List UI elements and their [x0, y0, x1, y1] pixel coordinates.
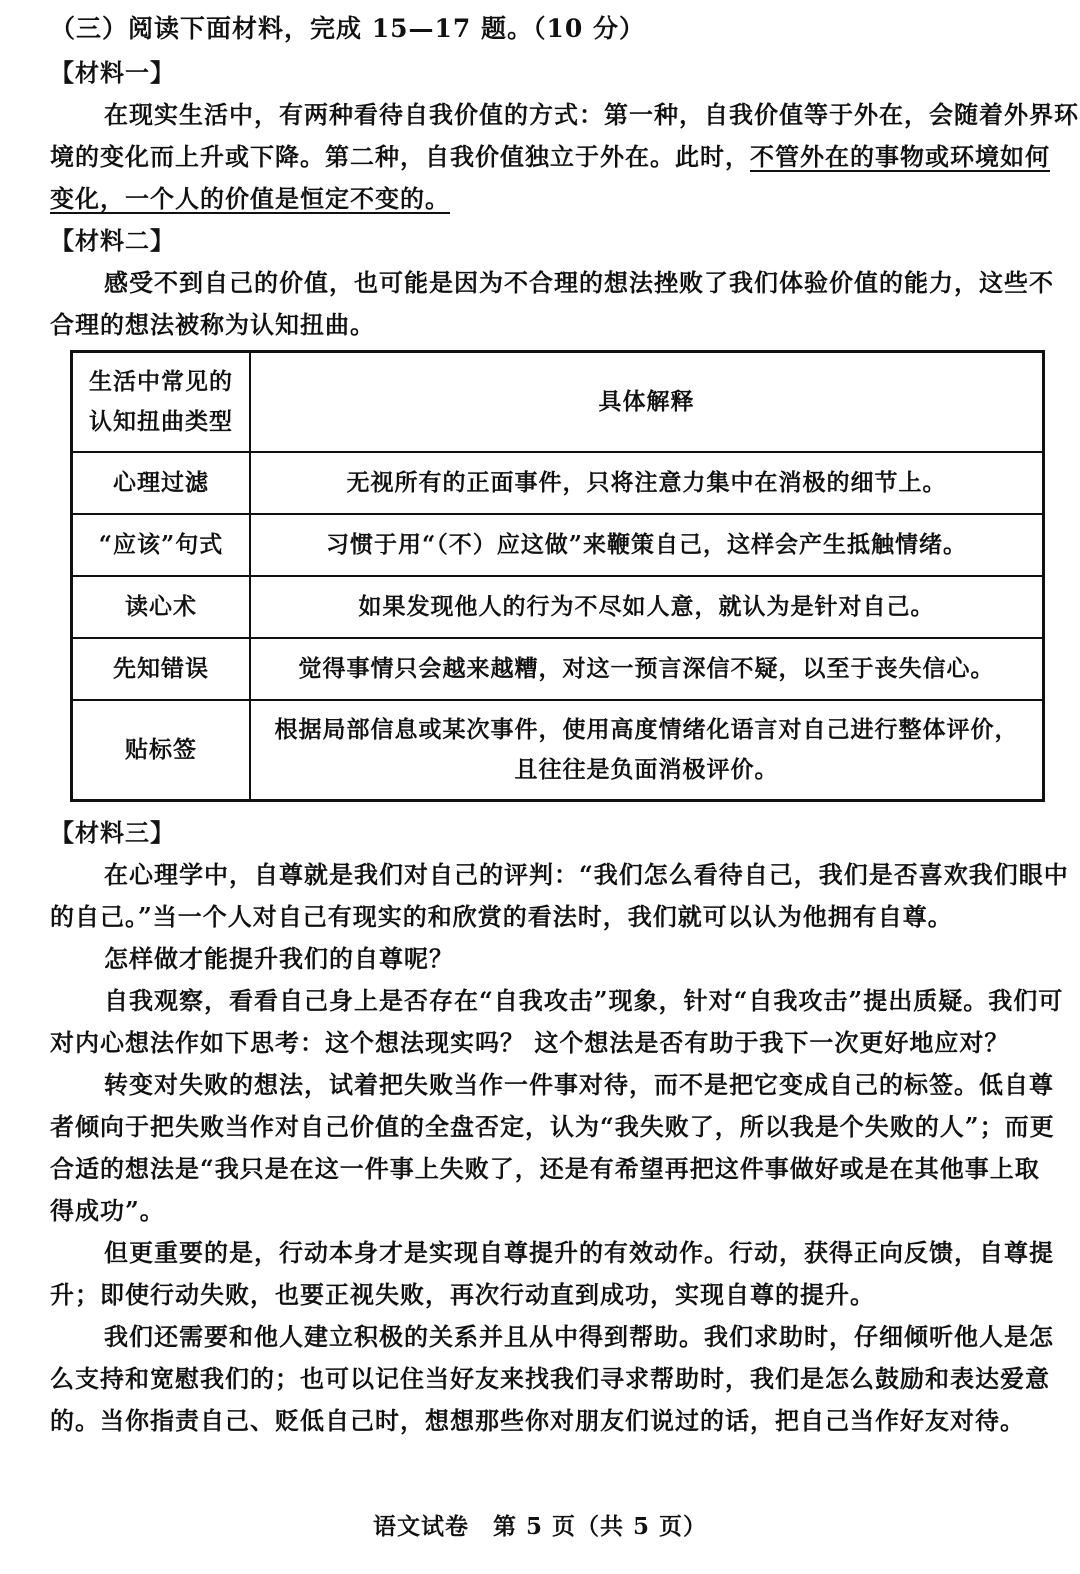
material3-line: 合适的想法是“我只是在这一件事上失败了，还是有希望再把这件事做好或是在其他事上取 [50, 1154, 1040, 1183]
material3-line: 升；即使行动失败，也要正视失败，再次行动直到成功，实现自尊的提升。 [50, 1280, 875, 1309]
material3-line: 我们还需要和他人建立积极的关系并且从中得到帮助。我们求助时，仔细倾听他人是怎 [104, 1322, 1054, 1351]
material3-line: 么支持和宽慰我们的；也可以记住当好友来找我们寻求帮助时，我们是怎么鼓励和表达爱意 [50, 1364, 1050, 1393]
header-type-line2: 认知扭曲类型 [89, 408, 233, 435]
page-footer: 语文试卷 第 5 页（共 5 页） [372, 1513, 708, 1540]
material1-underlined-text-cont: 变化，一个人的价值是恒定不变的。 [50, 184, 450, 213]
table-header-explain: 具体解释 [598, 388, 695, 415]
distortion-type: 贴标签 [73, 701, 251, 799]
material1-label: 【材料一】 [50, 58, 175, 87]
table-row [73, 701, 1042, 799]
table-header-row [73, 353, 1042, 453]
material1-line1: 在现实生活中，有两种看待自我价值的方式：第一种，自我价值等于外在，会随着外界环 [104, 100, 1079, 129]
material3-line: 的自己。”当一个人对自己有现实的和欣赏的看法时，我们就可以认为他拥有自尊。 [50, 902, 953, 931]
distortion-explain: 觉得事情只会越来越糟，对这一预言深信不疑，以至于丧失信心。 [298, 655, 995, 682]
material3-line: 但更重要的是，行动本身才是实现自尊提升的有效动作。行动，获得正向反馈，自尊提 [104, 1238, 1054, 1267]
material1-line2-plain: 境的变化而上升或下降。第二种，自我价值独立于外在。此时， [50, 142, 750, 171]
distortion-explain [251, 701, 1042, 799]
distortion-explain-line2: 且往往是负面消极评价。 [514, 756, 779, 783]
header-type-line1: 生活中常见的 [89, 368, 233, 395]
distortion-explain: 如果发现他人的行为不尽如人意，就认为是针对自己。 [358, 593, 935, 620]
distortion-type: “应该”句式 [73, 515, 251, 575]
material3-line: 的。当你指责自己、贬低自己时，想想那些你对朋友们说过的话，把自己当作好友对待。 [50, 1406, 1025, 1435]
section-heading: （三）阅读下面材料，完成 15—17 题。（10 分） [50, 14, 645, 43]
material3-line: 得成功”。 [50, 1196, 165, 1225]
distortion-explain-line1: 根据局部信息或某次事件，使用高度情绪化语言对自己进行整体评价， [274, 716, 1019, 743]
table-row [73, 515, 1042, 577]
table-row [73, 577, 1042, 639]
material3-line: 自我观察，看看自己身上是否存在“自我攻击”现象，针对“自我攻击”提出质疑。我们可 [104, 986, 1064, 1015]
distortion-explain: 无视所有的正面事件，只将注意力集中在消极的细节上。 [346, 469, 947, 496]
material3-line: 对内心想法作如下思考：这个想法现实吗？ 这个想法是否有助于我下一次更好地应对？ [50, 1028, 1010, 1057]
material2-line2: 合理的想法被称为认知扭曲。 [50, 310, 375, 339]
material1-underlined-text: 不管外在的事物或环境如何 [750, 142, 1050, 171]
table-row [73, 639, 1042, 701]
cognitive-distortion-table [70, 350, 1045, 802]
material1-line3 [50, 184, 450, 214]
table-row [73, 453, 1042, 515]
distortion-type: 读心术 [73, 577, 251, 637]
material1-line2 [50, 142, 1050, 172]
table-header-type [73, 353, 251, 451]
distortion-type: 心理过滤 [73, 453, 251, 513]
material3-line: 转变对失败的想法，试着把失败当作一件事对待，而不是把它变成自己的标签。低自尊 [104, 1070, 1054, 1099]
distortion-explain: 习惯于用“（不）应这做”来鞭策自己，这样会产生抵触情绪。 [326, 531, 967, 558]
material2-label: 【材料二】 [50, 226, 175, 255]
material3-line: 怎样做才能提升我们的自尊呢？ [104, 944, 454, 973]
distortion-type: 先知错误 [73, 639, 251, 699]
material3-line: 在心理学中，自尊就是我们对自己的评判：“我们怎么看待自己，我们是否喜欢我们眼中 [104, 860, 1069, 889]
material2-line1: 感受不到自己的价值，也可能是因为不合理的想法挫败了我们体验价值的能力，这些不 [104, 268, 1054, 297]
material3-label: 【材料三】 [50, 818, 175, 847]
material3-line: 者倾向于把失败当作对自己价值的全盘否定，认为“我失败了，所以我是个失败的人”；而更 [50, 1112, 1055, 1141]
